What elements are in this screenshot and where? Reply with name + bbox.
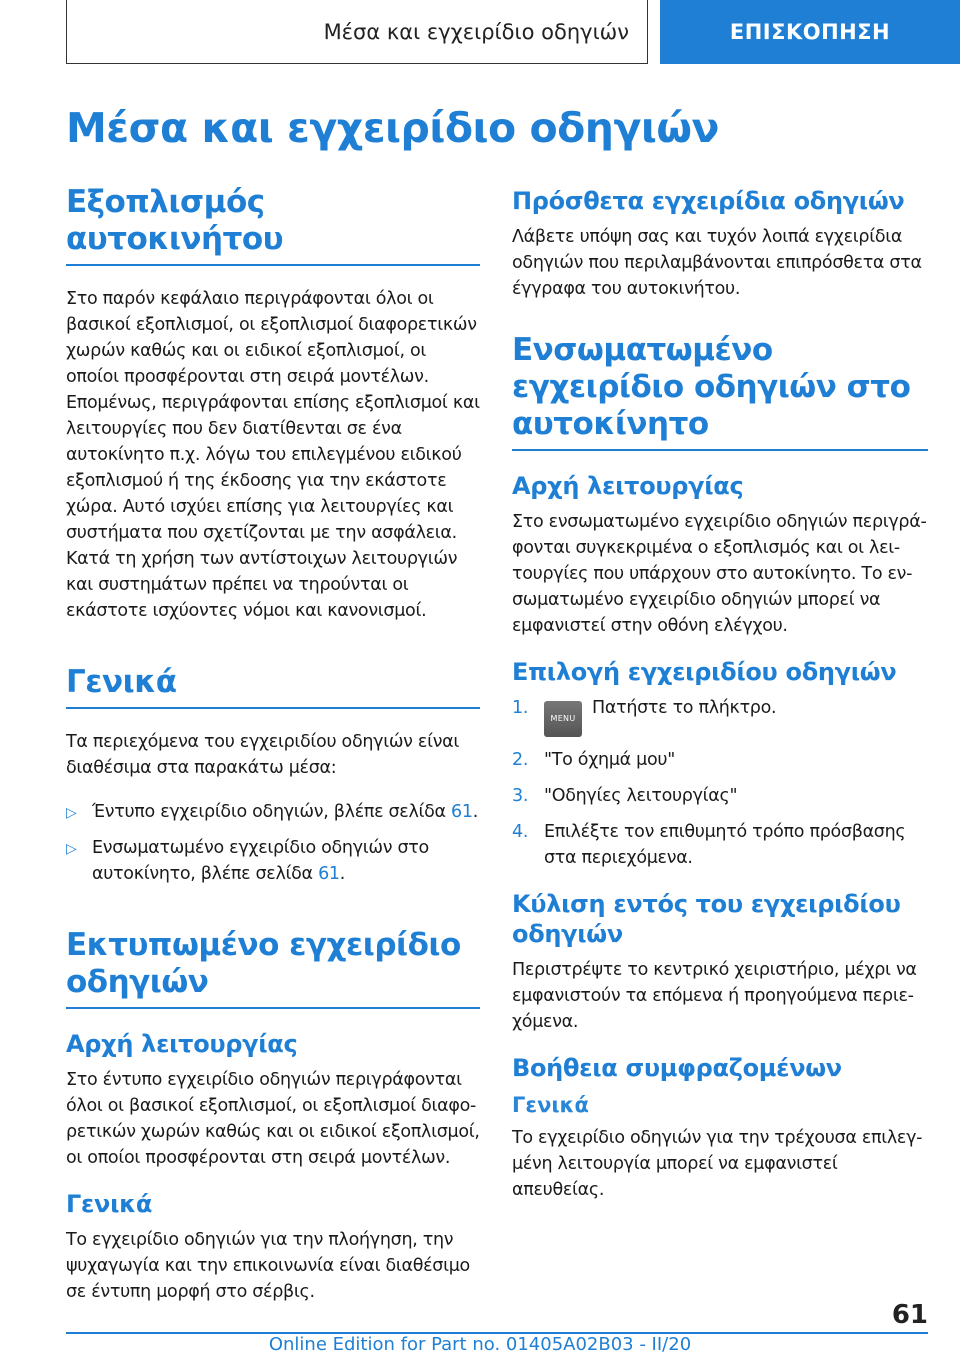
list-item: ▷ Ενσωματωμένο εγχειρίδιο οδηγιών στο αυτοκίνητο, βλέπε σελίδα 61. bbox=[66, 838, 429, 884]
subheading-context-help: Βοήθεια συμφραζομένων bbox=[512, 1054, 842, 1082]
subheading-scrolling: Κύλιση εντός του εγχειριδίου οδηγιών bbox=[512, 890, 901, 948]
page-number: 61 bbox=[891, 1300, 928, 1330]
list-item: 1. MENUΠατήστε το πλήκτρο. bbox=[512, 695, 928, 737]
header-section-title: Μέσα και εγχειρίδιο οδηγιών bbox=[323, 19, 629, 44]
media-list bbox=[66, 799, 480, 887]
menu-button-icon: MENU bbox=[544, 701, 582, 737]
paragraph-context-help: Το εγχειρίδιο οδηγιών για την τρέχουσα επιλεγμένη λειτουργία μπορεί να εμφανιστεί απευθείας. bbox=[512, 1128, 923, 1200]
paragraph-integrated-principle: Στο ενσωματωμένο εγχειρίδιο οδηγιών περιγράφονται συγκεκριμένα ο εξοπλισμός και οι λειτουργίες που υπάρχουν στο αυτοκίνητο. Το ενσωματωμένο εγχειρίδιο οδηγιών μπορεί να εμφανιστεί στην οθόνη ελέγχου. bbox=[512, 512, 927, 636]
right-column bbox=[512, 186, 928, 1221]
paragraph-scrolling: Περιστρέψτε το κεντρικό χειριστήριο, μέχρι να εμφανιστούν τα επόμενα ή προηγούμενα περιεχόμενα. bbox=[512, 960, 917, 1032]
subheading-integrated-principle: Αρχή λειτουργίας bbox=[512, 472, 744, 500]
list-item: 4. Επιλέξτε τον επιθυμητό τρόπο πρόσβασης στα περιεχόμενα. bbox=[512, 822, 906, 868]
paragraph-general: Τα περιεχόμενα του εγχειριδίου οδηγιών είναι διαθέσιμα στα παρακάτω μέσα: bbox=[66, 732, 460, 778]
heading-vehicle-equipment: Εξοπλισμός αυτοκινήτου bbox=[66, 184, 480, 266]
left-column bbox=[66, 184, 480, 1323]
heading-printed-manual: Εκτυπωμένο εγχειρίδιο οδηγιών bbox=[66, 927, 480, 1009]
subheading-principle: Αρχή λειτουργίας bbox=[66, 1030, 298, 1058]
list-item: ▷ Έντυπο εγχειρίδιο οδηγιών, βλέπε σελίδα 61. bbox=[66, 799, 480, 825]
page-link[interactable]: 61 bbox=[318, 864, 340, 884]
paragraph-additional-manuals: Λάβετε υπόψη σας και τυχόν λοιπά εγχειρίδια οδηγιών που περιλαμβάνονται επιπρόσθετα στα έγγραφα του αυτοκινήτου. bbox=[512, 227, 922, 299]
header-section-box bbox=[66, 0, 648, 64]
heading-integrated-manual: Ενσωματωμένο εγχειρίδιο οδηγιών στο αυτοκίνητο bbox=[512, 332, 928, 451]
heading-general: Γενικά bbox=[66, 664, 480, 709]
paragraph-printed-general: Το εγχειρίδιο οδηγιών για την πλοήγηση, την ψυχαγωγία και την επικοινωνία είναι διαθέσιμο σε έντυπη μορφή στο σέρβις. bbox=[66, 1230, 470, 1302]
page-title: Μέσα και εγχειρίδιο οδηγιών bbox=[66, 104, 719, 152]
subheading-general: Γενικά bbox=[66, 1190, 153, 1218]
subheading-additional-manuals: Πρόσθετα εγχειρίδια οδηγιών bbox=[512, 187, 905, 215]
triangle-bullet-icon: ▷ bbox=[66, 841, 77, 857]
paragraph-principle: Στο έντυπο εγχειρίδιο οδηγιών περιγράφονται όλοι οι βασικοί εξοπλισμοί, οι εξοπλισμοί διαφορετικών χωρών καθώς και οι ειδικοί εξοπλισμοί, οι οποίοι προσφέρονται στη σειρά μοντέλων. bbox=[66, 1070, 480, 1168]
list-item: 3. "Οδηγίες λειτουργίας" bbox=[512, 786, 738, 806]
header-chapter-label: ΕΠΙΣΚΟΠΗΣΗ bbox=[729, 20, 891, 44]
steps-list bbox=[512, 695, 928, 871]
paragraph-vehicle-equipment: Στο παρόν κεφάλαιο περιγράφονται όλοι οι βασικοί εξοπλισμοί, οι εξοπλισμοί διαφορετικών χωρών καθώς και οι ειδικοί εξοπλισμοί, οι οποίοι προσφέρονται στη σειρά μοντέλων. Επομένως, περιγράφονται επίσης εξοπλισμοί και λειτουργίες που δεν διατίθενται σε ένα αυτοκίνητο π.χ. λόγω του επιλεγμένου ειδικού εξοπλισμού ή της έκδοσης για την εκάστοτε χώρα. Αυτό ισχύει επίσης για λειτουργίες και συστήματα που σχετίζονται με την ασφάλεια. Κατά τη χρήση των αντίστοιχων λειτουργιών και συστημάτων πρέπει να τηρούνται οι εκάστοτε ισχύοντες νόμοι και κανονισμοί. bbox=[66, 289, 480, 621]
page-link[interactable]: 61 bbox=[451, 802, 473, 822]
footer-edition: Online Edition for Part no. 01405A02B03 - II/20 bbox=[268, 1334, 692, 1355]
header-chapter-tab[interactable] bbox=[660, 0, 960, 64]
triangle-bullet-icon: ▷ bbox=[66, 805, 77, 821]
list-item: 2. "Το όχημά μου" bbox=[512, 750, 675, 770]
subheading-context-general: Γενικά bbox=[512, 1093, 589, 1117]
subheading-select-manual: Επιλογή εγχειριδίου οδηγιών bbox=[512, 658, 897, 686]
